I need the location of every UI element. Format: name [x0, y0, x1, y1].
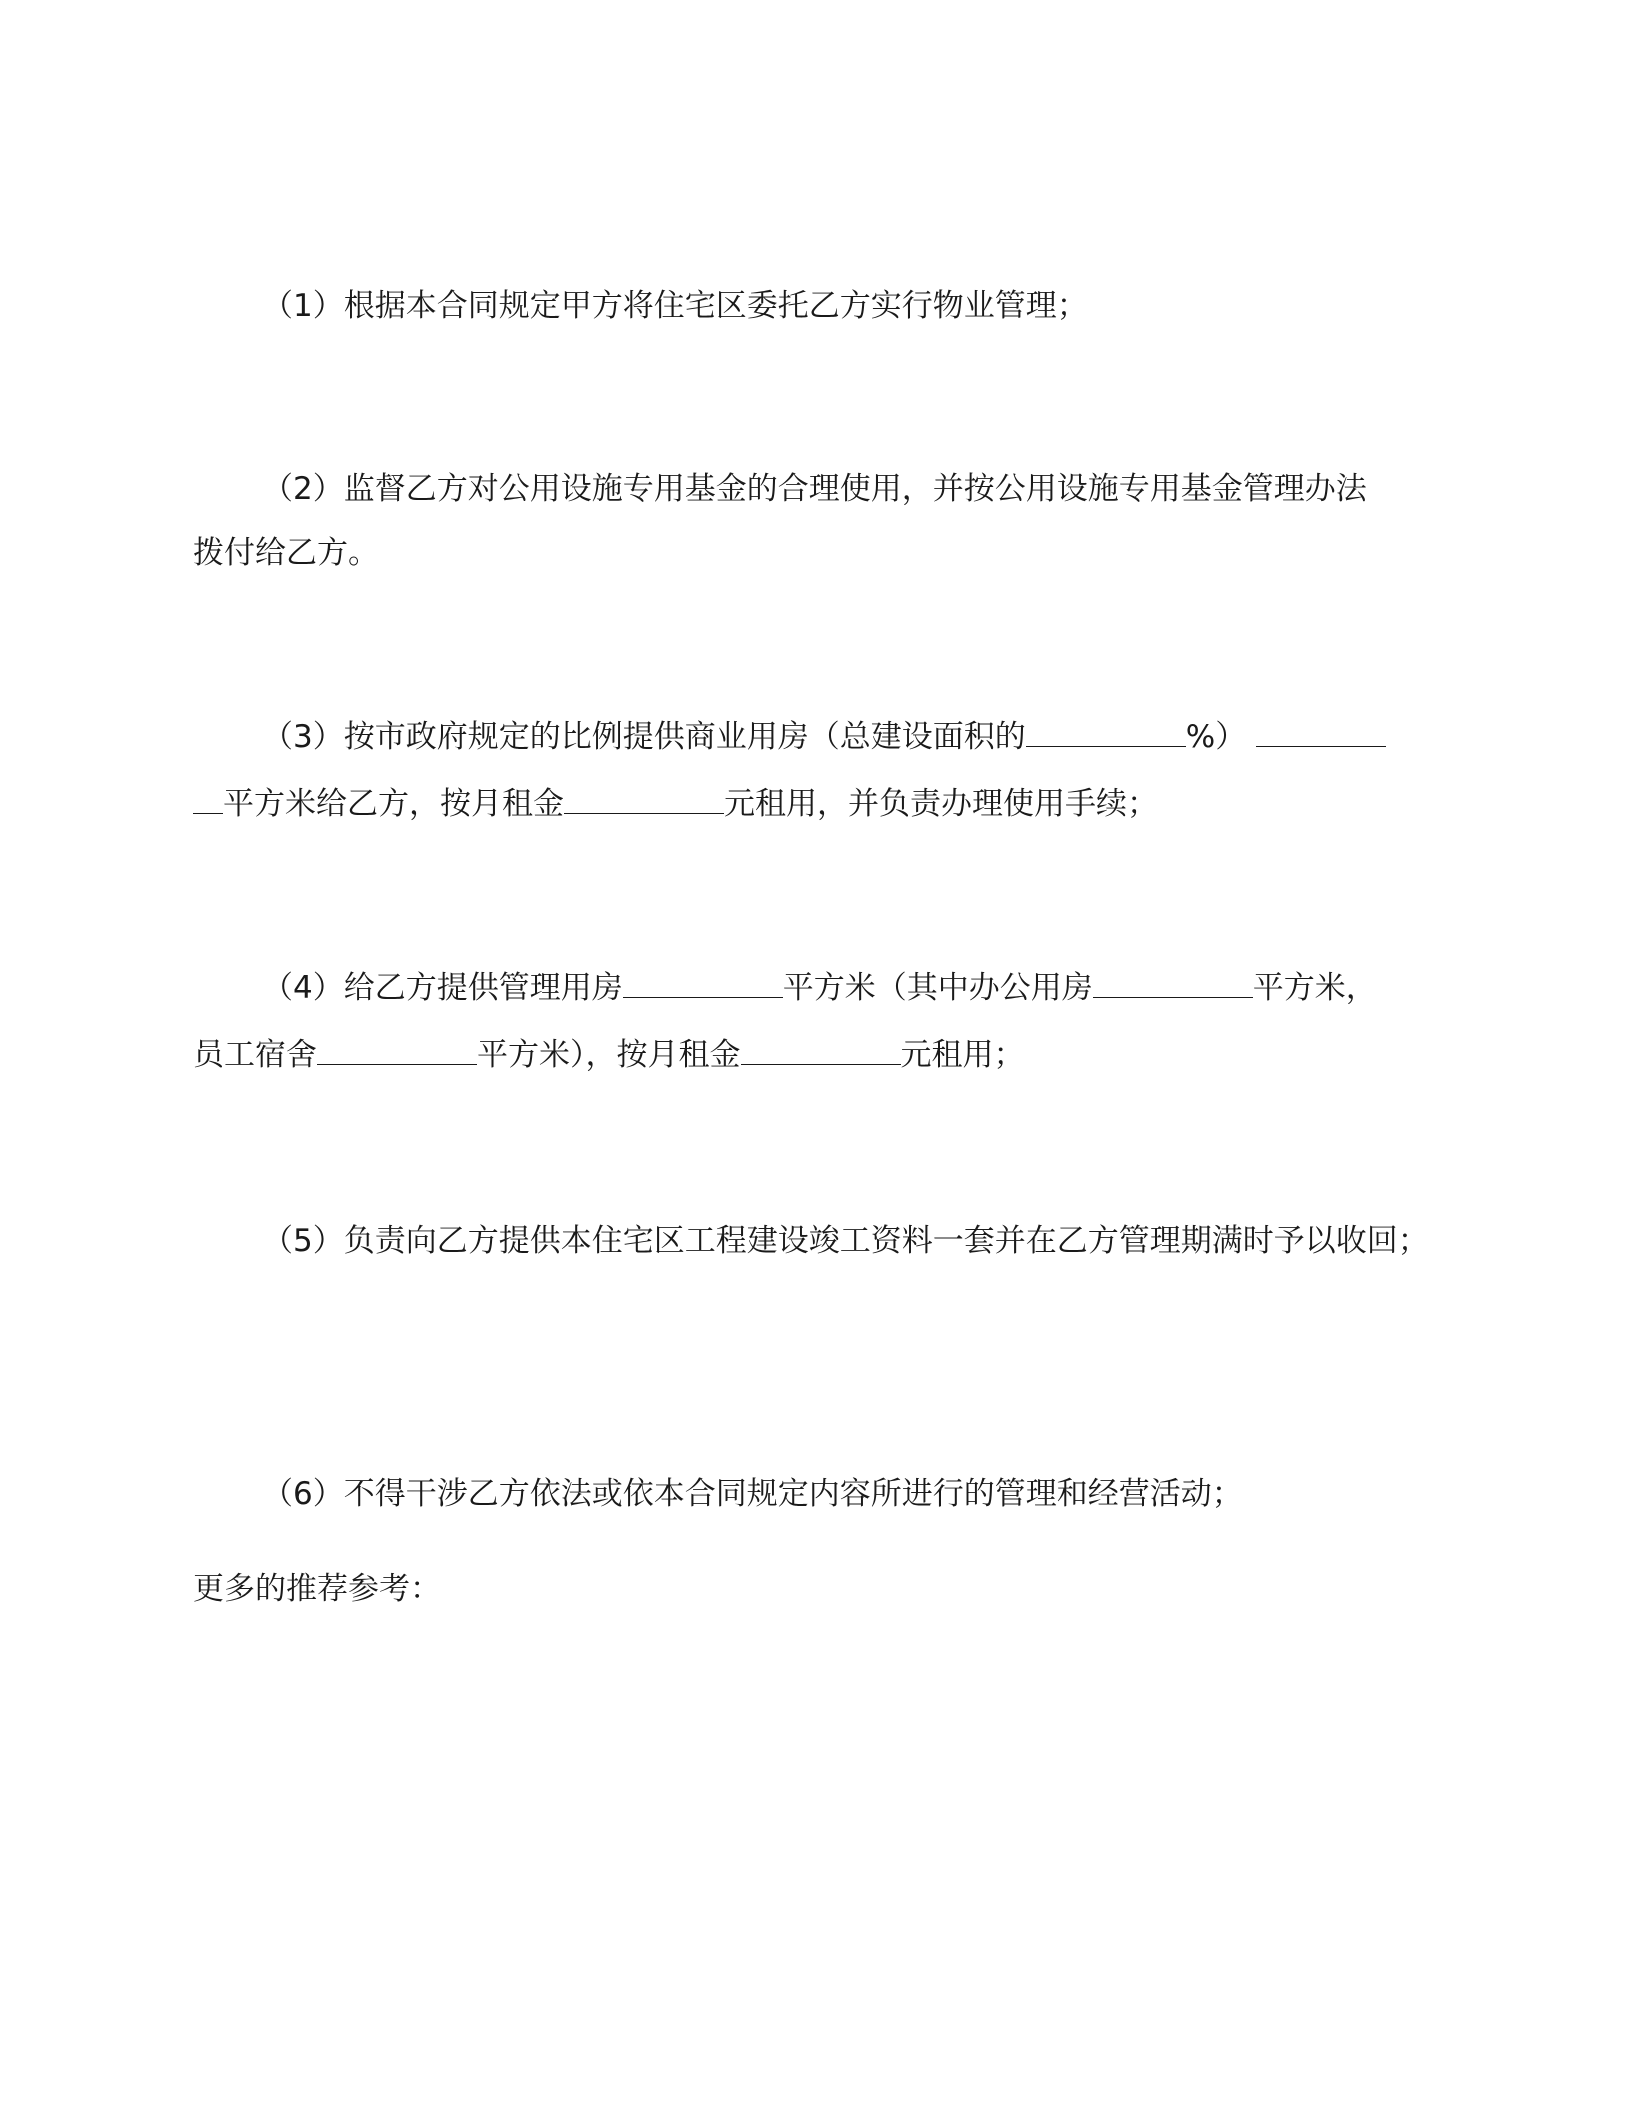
- clause-3-text-d: 元租用，并负责办理使用手续；: [724, 786, 1158, 822]
- clause-3-line-1: [262, 717, 1386, 757]
- fill-blank-mgmt-area[interactable]: [623, 969, 783, 998]
- more-references-line: [193, 1569, 441, 1609]
- clause-5-text: （5）负责向乙方提供本住宅区工程建设竣工资料一套并在乙方管理期满时予以收回；: [262, 1223, 1429, 1259]
- fill-blank-area[interactable]: [1256, 718, 1386, 747]
- clause-1-line-1: [262, 286, 1088, 326]
- more-references-text: 更多的推荐参考：: [193, 1571, 441, 1607]
- clause-4-text-d: 员工宿舍: [193, 1037, 317, 1073]
- clause-4-line-1: [262, 968, 1377, 1008]
- clause-2-line-1: [262, 469, 1367, 509]
- clause-5-line-1: [262, 1221, 1429, 1261]
- clause-3-text-a: （3）按市政府规定的比例提供商业用房（总建设面积的: [262, 719, 1026, 755]
- clause-4-text-e: 平方米），按月租金: [477, 1037, 741, 1073]
- fill-blank-area-cont[interactable]: [193, 785, 223, 814]
- fill-blank-percent[interactable]: [1026, 718, 1186, 747]
- clause-2-line-2: [193, 533, 379, 573]
- fill-blank-office-area[interactable]: [1093, 969, 1253, 998]
- clause-3-text-b: %）: [1185, 719, 1247, 755]
- clause-2-text: （2）监督乙方对公用设施专用基金的合理使用，并按公用设施专用基金管理办法: [262, 471, 1367, 507]
- fill-blank-rent[interactable]: [564, 785, 724, 814]
- clause-4-text-c: 平方米，: [1252, 970, 1377, 1006]
- clause-4-text-f: 元租用；: [900, 1037, 1025, 1073]
- clause-4-line-2: [193, 1035, 1025, 1075]
- clause-4-text-b: 平方米（其中办公用房: [782, 970, 1093, 1006]
- fill-blank-dorm-area[interactable]: [317, 1036, 477, 1065]
- clause-6-text: （6）不得干涉乙方依法或依本合同规定内容所进行的管理和经营活动；: [262, 1476, 1243, 1512]
- clause-3-line-2: [193, 784, 1158, 824]
- clause-2-text-cont: 拨付给乙方。: [193, 535, 379, 571]
- clause-1-text: （1）根据本合同规定甲方将住宅区委托乙方实行物业管理；: [262, 288, 1088, 324]
- clause-6-line-1: [262, 1474, 1243, 1514]
- clause-4-text-a: （4）给乙方提供管理用房: [262, 970, 623, 1006]
- fill-blank-mgmt-rent[interactable]: [741, 1036, 901, 1065]
- clause-3-text-c: 平方米给乙方，按月租金: [223, 786, 564, 822]
